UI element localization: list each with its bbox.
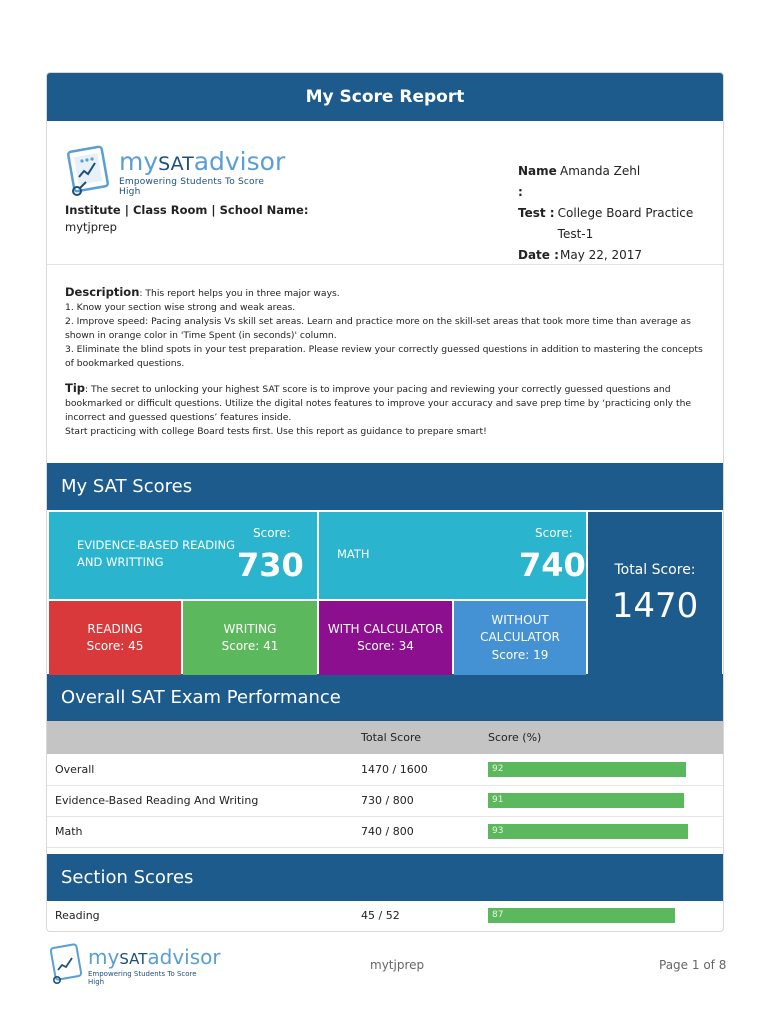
header-blank xyxy=(47,721,353,754)
score-percent-bar: 92 xyxy=(488,762,686,777)
score-report-page xyxy=(46,72,724,932)
without-calculator-name-1: WITHOUT xyxy=(491,613,549,627)
score-percent-bar: 87 xyxy=(488,908,675,923)
without-calculator-score: Score: 19 xyxy=(491,648,549,662)
section-scores-table xyxy=(47,901,723,933)
footer-logo-tagline: Empowering Students To Score High xyxy=(88,970,197,986)
ebrw-name-line-1: EVIDENCE-BASED READING xyxy=(77,538,236,552)
row-total: 740 / 800 xyxy=(353,816,482,847)
score-percent-bar: 91 xyxy=(488,793,684,808)
sat-scores-header: My SAT Scores xyxy=(47,463,723,510)
without-calculator-tile xyxy=(454,601,586,675)
test-label: Test : xyxy=(518,206,555,220)
name-label: Name : xyxy=(518,164,557,199)
tip-final: Start practicing with college Board tests first. Use this report as guidance to prepare smart! xyxy=(65,426,487,437)
row-total: 730 / 800 xyxy=(353,785,482,816)
tip-lead: Tip xyxy=(65,381,86,395)
reading-score-tile xyxy=(49,601,181,675)
reading-score: Score: 45 xyxy=(86,639,144,653)
writing-name: WRITING xyxy=(223,622,277,636)
footer-logo xyxy=(48,942,221,986)
math-score: 740 xyxy=(519,546,586,584)
institute-label: Institute | Class Room | School Name: xyxy=(65,203,309,217)
math-score-label: Score: xyxy=(535,526,573,540)
without-calculator-name-2: CALCULATOR xyxy=(480,630,560,644)
logo-sat: SAT xyxy=(158,153,194,175)
with-calculator-score: Score: 34 xyxy=(357,639,414,653)
description-block xyxy=(47,265,723,463)
logo-tablet-icon xyxy=(65,143,115,199)
description-lead: Description xyxy=(65,285,140,299)
logo-prefix: my xyxy=(119,147,159,176)
with-calculator-tile xyxy=(319,601,452,675)
reading-name: READING xyxy=(87,622,143,636)
writing-score: Score: 41 xyxy=(221,639,279,653)
footer-center-text: mytjprep xyxy=(370,958,425,972)
with-calculator-name: WITH CALCULATOR xyxy=(327,622,444,636)
performance-table xyxy=(47,721,723,848)
ebrw-score-tile xyxy=(49,512,317,599)
logo-tagline: Empowering Students To Score High xyxy=(119,177,265,197)
table-row xyxy=(47,816,723,847)
description-item-1: 1. Know your section wise strong and weak areas. xyxy=(65,302,296,313)
institute-value: mytjprep xyxy=(65,220,117,234)
table-row xyxy=(47,901,723,932)
score-percent-bar: 93 xyxy=(488,824,688,839)
row-label: Evidence-Based Reading And Writing xyxy=(47,785,353,816)
page-number: Page 1 of 8 xyxy=(659,958,727,972)
row-total: 45 / 52 xyxy=(353,901,482,932)
footer-logo-suffix: advisor xyxy=(147,945,221,969)
sat-scores-grid xyxy=(47,510,723,674)
ebrw-score-label: Score: xyxy=(253,526,291,540)
logo-suffix: advisor xyxy=(193,147,286,176)
header-score-pct: Score (%) xyxy=(482,721,723,754)
row-label: Overall xyxy=(47,754,353,785)
ebrw-name xyxy=(77,537,235,571)
math-score-tile xyxy=(319,512,586,599)
total-score: 1470 xyxy=(611,586,699,626)
date-label: Date : xyxy=(518,248,559,262)
tip-text: : The secret to unlocking your highest SAT score is to improve your pacing and reviewing your correctly guessed questions and bookmarked or difficult questions. Utilize the digital notes features to improve your accuracy and save prep time by ‘practicing only the incorrect and guessed questions’ features inside. xyxy=(65,384,692,423)
writing-score-tile xyxy=(183,601,317,675)
description-item-3: 3. Eliminate the blind spots in your test preparation. Please review your correctly guessed questions in addition to mastering the concepts of bookmarked questions. xyxy=(65,344,703,369)
footer-logo-prefix: my xyxy=(88,945,120,969)
row-label: Reading xyxy=(47,901,353,932)
section-scores-header: Section Scores xyxy=(47,854,723,901)
total-score-tile xyxy=(588,512,722,675)
table-row xyxy=(47,785,723,816)
footer-logo-sat: SAT xyxy=(119,950,148,968)
ebrw-score: 730 xyxy=(237,546,304,584)
test-value: College Board Practice Test-1 xyxy=(557,206,694,241)
description-item-2: 2. Improve speed: Pacing analysis Vs skill set areas. Learn and practice more on the skill-set areas that took more time than average as shown in orange color in 'Time Spent (in seconds)' column. xyxy=(65,316,691,341)
table-row xyxy=(47,754,723,785)
report-header xyxy=(47,121,723,265)
performance-header: Overall SAT Exam Performance xyxy=(47,674,723,721)
date-value: May 22, 2017 xyxy=(560,248,643,262)
report-title: My Score Report xyxy=(47,73,723,121)
math-name: MATH xyxy=(337,547,370,561)
footer-logo-tablet-icon xyxy=(48,942,88,986)
student-info xyxy=(518,161,723,266)
ebrw-name-line-2: AND WRITTING xyxy=(77,555,164,569)
header-total-score: Total Score xyxy=(353,721,482,754)
performance-table-header xyxy=(47,721,723,754)
total-score-label: Total Score: xyxy=(614,562,696,578)
row-total: 1470 / 1600 xyxy=(353,754,482,785)
mysatadvisor-logo xyxy=(65,143,286,199)
row-label: Math xyxy=(47,816,353,847)
description-intro: : This report helps you in three major ways. xyxy=(139,288,340,299)
name-value: Amanda Zehl xyxy=(560,164,641,178)
